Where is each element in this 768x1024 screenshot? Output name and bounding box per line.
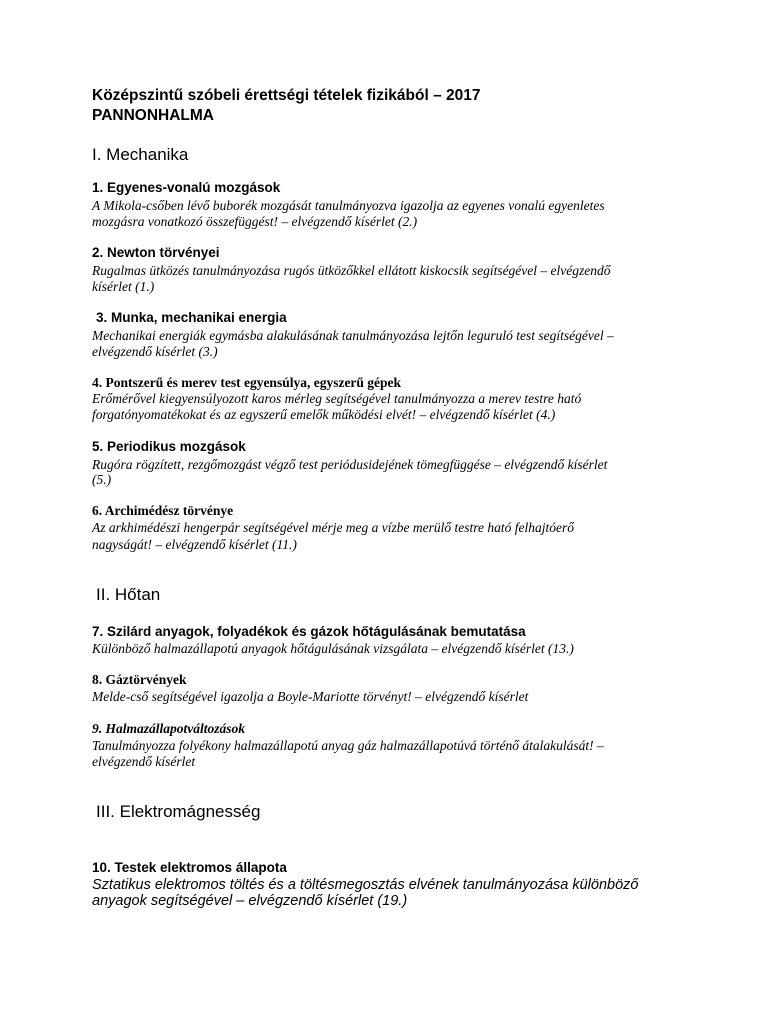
section-heading-hotan: II. Hőtan <box>96 585 161 604</box>
item-desc-4-line-1: Erőmérővel kiegyensúlyozott karos mérleg segítségével tanulmányozza a merev testre ható <box>92 391 582 406</box>
item-desc-8-line-1: Melde-cső segítségével igazolja a Boyle-Mariotte törvényt! – elvégzendő kísérlet <box>92 689 529 704</box>
item-title-5: 5. Periodikus mozgások <box>92 439 246 454</box>
item-title-6: 6. Archimédész törvénye <box>92 503 234 518</box>
item-title-8: 8. Gáztörvények <box>92 672 187 687</box>
item-desc-2-line-1: Rugalmas ütközés tanulmányozása rugós ütközőkkel ellátott kiskocsik segítségével – elvégzendő <box>92 263 611 278</box>
item-desc-9-line-1: Tanulmányozza folyékony halmazállapotú anyag gáz halmazállapotúvá történő átalakulását! – <box>92 738 604 753</box>
document-title-line-2: PANNONHALMA <box>92 107 214 124</box>
item-desc-6-line-1: Az arkhimédészi hengerpár segítségével mérje meg a vízbe merülő testre ható felhajtóerő <box>92 520 575 535</box>
item-desc-4-line-2: forgatónyomatékokat és az egyszerű emelők működési elvét! – elvégzendő kísérlet (4.) <box>92 407 556 422</box>
item-desc-6-line-2: nagyságát! – elvégzendő kísérlet (11.) <box>92 537 297 552</box>
item-desc-10-line-2: anyagok segítségével – elvégzendő kísérlet (19.) <box>92 893 408 909</box>
section-heading-elektromagnesseg: III. Elektromágnesség <box>96 802 261 821</box>
item-desc-10-line-1: Sztatikus elektromos töltés és a töltésmegosztás elvének tanulmányozása különböző <box>92 877 639 893</box>
item-title-2: 2. Newton törvényei <box>92 245 220 260</box>
item-desc-9-line-2: elvégzendő kísérlet <box>92 754 196 769</box>
item-desc-3-line-1: Mechanikai energiák egymásba alakulásának tanulmányozása lejtőn leguruló test segítségével – <box>92 328 614 343</box>
document-title-line-1: Középszintű szóbeli érettségi tételek fizikából – 2017 <box>92 87 481 104</box>
item-title-3: 3. Munka, mechanikai energia <box>96 310 287 325</box>
item-desc-1-line-2: mozgásra vonatkozó összefüggést! – elvégzendő kísérlet (2.) <box>92 214 418 229</box>
item-title-7: 7. Szilárd anyagok, folyadékok és gázok hőtágulásának bemutatása <box>92 624 526 639</box>
item-desc-1-line-1: A Mikola-csőben lévő buborék mozgását tanulmányozva igazolja az egyenes vonalú egyenletes <box>92 198 605 213</box>
item-title-4: 4. Pontszerű és merev test egyensúlya, egyszerű gépek <box>92 375 402 390</box>
item-desc-7-line-1: Különböző halmazállapotú anyagok hőtágulásának vizsgálata – elvégzendő kísérlet (13.) <box>92 641 574 656</box>
section-heading-mechanika: I. Mechanika <box>92 145 189 164</box>
item-title-1: 1. Egyenes-vonalú mozgások <box>92 180 281 195</box>
item-desc-5-line-1: Rugóra rögzített, rezgőmozgást végző test periódusidejének tömegfüggése – elvégzendő kísérlet <box>92 457 608 472</box>
item-desc-2-line-2: kísérlet (1.) <box>92 279 155 294</box>
item-title-10: 10. Testek elektromos állapota <box>92 860 287 875</box>
item-desc-3-line-2: elvégzendő kísérlet (3.) <box>92 344 218 359</box>
item-title-9: 9. Halmazállapotváltozások <box>92 721 246 736</box>
item-desc-5-line-2: (5.) <box>92 472 112 487</box>
